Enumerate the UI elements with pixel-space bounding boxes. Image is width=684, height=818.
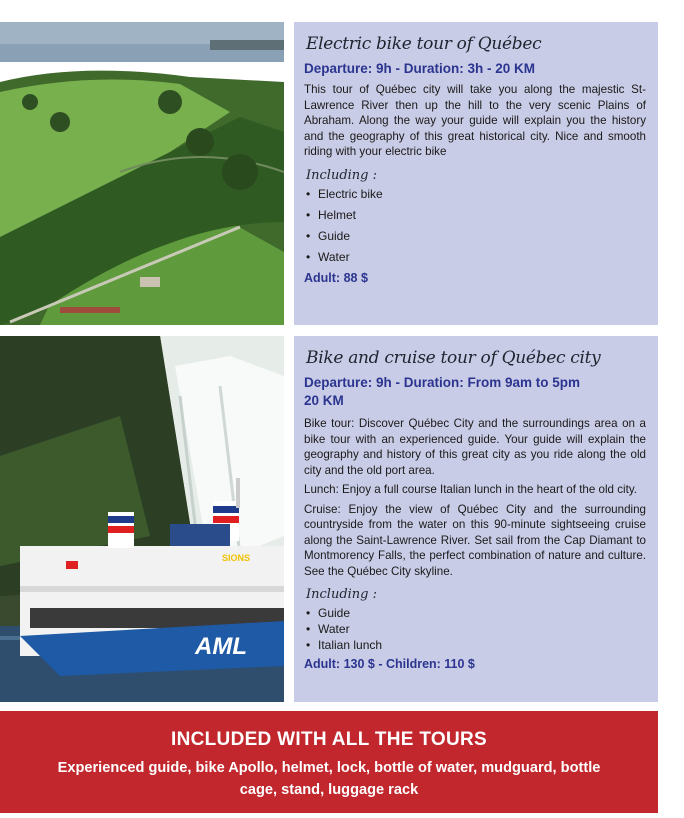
- banner-title: INCLUDED WITH ALL THE TOURS: [171, 729, 487, 750]
- bike-tour-description: Bike tour: Discover Québec City and the surroundings area on a bike tour with an experienced guide. Your guide will explain the geography and history of this great city as you ride along the old city and the old port area.: [304, 417, 646, 477]
- departure-line: Departure: 9h - Duration: From 9am to 5pm: [304, 375, 581, 390]
- banner-text: Experienced guide, bike Apollo, helmet, lock, bottle of water, mudguard, bottle cage, stand, luggage rack: [57, 760, 601, 798]
- list-item: • Italian lunch: [306, 638, 646, 652]
- tour-title: Bike and cruise tour of Québec city: [306, 348, 601, 368]
- departure-info: [304, 374, 646, 410]
- price: Adult: 130 $ - Children: 110 $: [304, 657, 475, 671]
- photo-plains-of-abraham: [0, 22, 284, 325]
- tour-electric-bike-panel: [294, 22, 658, 325]
- tour-bike-cruise-panel: [294, 336, 658, 702]
- photo-cruise-montmorency: [0, 336, 284, 702]
- price: Adult: 88 $: [304, 270, 368, 285]
- cruise-description: Cruise: Enjoy the view of Québec City and the surrounding countryside from the water on this 90-minute sightseeing cruise along the Saint-Lawrence River. Set sail from the Cap Diamant to Montmorency Falls, the perfect combination of nature and culture. See the Québec City skyline.: [304, 502, 646, 578]
- lunch-description: Lunch: Enjoy a full course Italian lunch in the heart of the old city.: [304, 483, 637, 496]
- included-items-list: [304, 187, 646, 264]
- boat-logo-text: AML: [195, 633, 247, 660]
- included-banner: [0, 711, 658, 813]
- tour-title: Electric bike tour of Québec: [306, 34, 542, 54]
- list-item: • Water: [306, 250, 646, 264]
- list-item: • Water: [306, 622, 646, 636]
- included-items-list: [304, 606, 646, 652]
- list-item: • Guide: [306, 229, 646, 243]
- boat-sign-text: SIONS: [222, 553, 251, 563]
- including-label: Including :: [306, 167, 378, 183]
- departure-info: Departure: 9h - Duration: 3h - 20 KM: [304, 61, 536, 76]
- list-item: • Electric bike: [306, 187, 646, 201]
- including-label: Including :: [306, 587, 378, 602]
- list-item: • Guide: [306, 606, 646, 620]
- distance-line: 20 KM: [304, 393, 344, 408]
- tour-description: This tour of Québec city will take you along the majestic St-Lawrence River then up the hill to the very scenic Plains of Abraham. Along the way your guide will explain you the history and the geography of this great historical city. Nice and smooth riding with your electric bike: [304, 83, 646, 158]
- list-item: • Helmet: [306, 208, 646, 222]
